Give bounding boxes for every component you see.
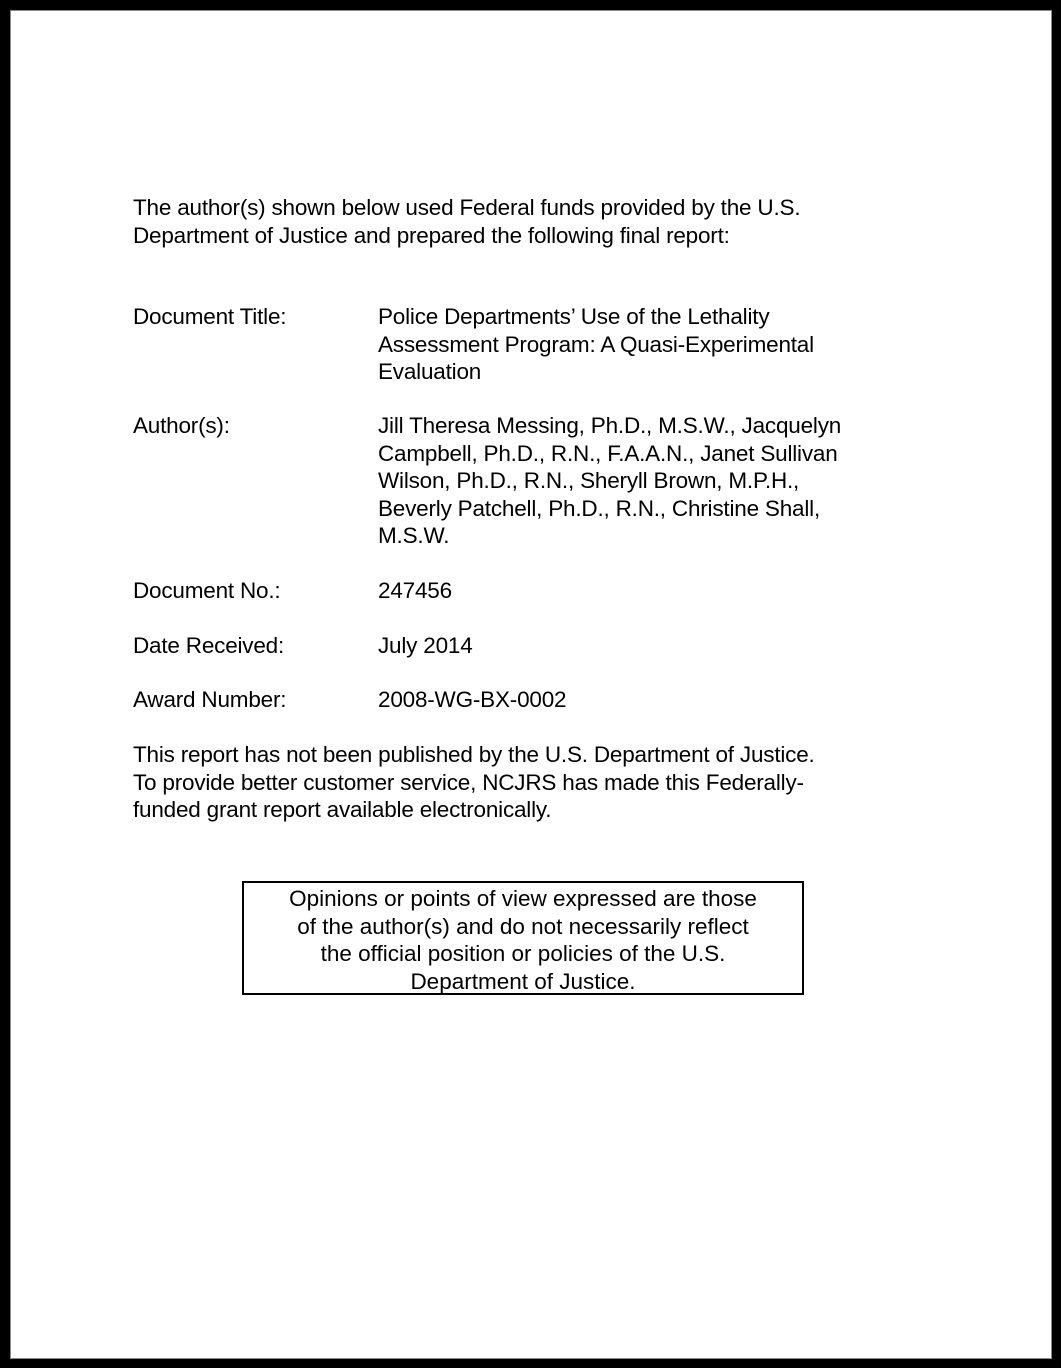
document-title-label: Document Title: xyxy=(133,304,287,329)
document-title-value xyxy=(378,303,814,386)
document-title-line: Evaluation xyxy=(378,359,482,384)
disclaimer-line: Opinions or points of view expressed are those xyxy=(289,886,757,911)
authors-label: Author(s): xyxy=(133,413,230,438)
document-number-value: 247456 xyxy=(378,578,452,603)
document-number-label: Document No.: xyxy=(133,578,281,603)
document-title-line: Assessment Program: A Quasi-Experimental xyxy=(378,331,814,357)
notice-line: This report has not been published by the U.S. Department of Justice. xyxy=(133,742,815,767)
authors-line: Jill Theresa Messing, Ph.D., M.S.W., Jacquelyn xyxy=(378,413,842,438)
disclaimer-box xyxy=(242,881,804,995)
publication-notice xyxy=(133,741,815,824)
intro-line: The author(s) shown below used Federal funds provided by the U.S. xyxy=(133,195,801,220)
notice-line: To provide better customer service, NCJRS has made this Federally- xyxy=(133,769,804,795)
document-title-line: Police Departments’ Use of the Lethality xyxy=(378,304,770,329)
disclaimer-line: of the author(s) and do not necessarily reflect xyxy=(297,913,749,939)
intro-line: Department of Justice and prepared the following final report: xyxy=(133,222,730,248)
notice-line: funded grant report available electronically. xyxy=(133,797,552,822)
disclaimer-line: the official position or policies of the U.S. xyxy=(320,941,726,966)
authors-line: M.S.W. xyxy=(378,523,450,548)
disclaimer-line: Department of Justice. xyxy=(410,968,636,994)
authors-line: Campbell, Ph.D., R.N., F.A.A.N., Janet Sullivan xyxy=(378,440,838,466)
authors-line: Wilson, Ph.D., R.N., Sheryll Brown, M.P.H., xyxy=(378,468,800,493)
date-received-label: Date Received: xyxy=(133,633,285,658)
authors-line: Beverly Patchell, Ph.D., R.N., Christine Shall, xyxy=(378,495,821,521)
award-number-label: Award Number: xyxy=(133,687,287,712)
intro-paragraph xyxy=(133,194,800,249)
award-number-value: 2008-WG-BX-0002 xyxy=(378,687,567,712)
date-received-value: July 2014 xyxy=(378,633,473,658)
authors-value xyxy=(378,412,841,550)
